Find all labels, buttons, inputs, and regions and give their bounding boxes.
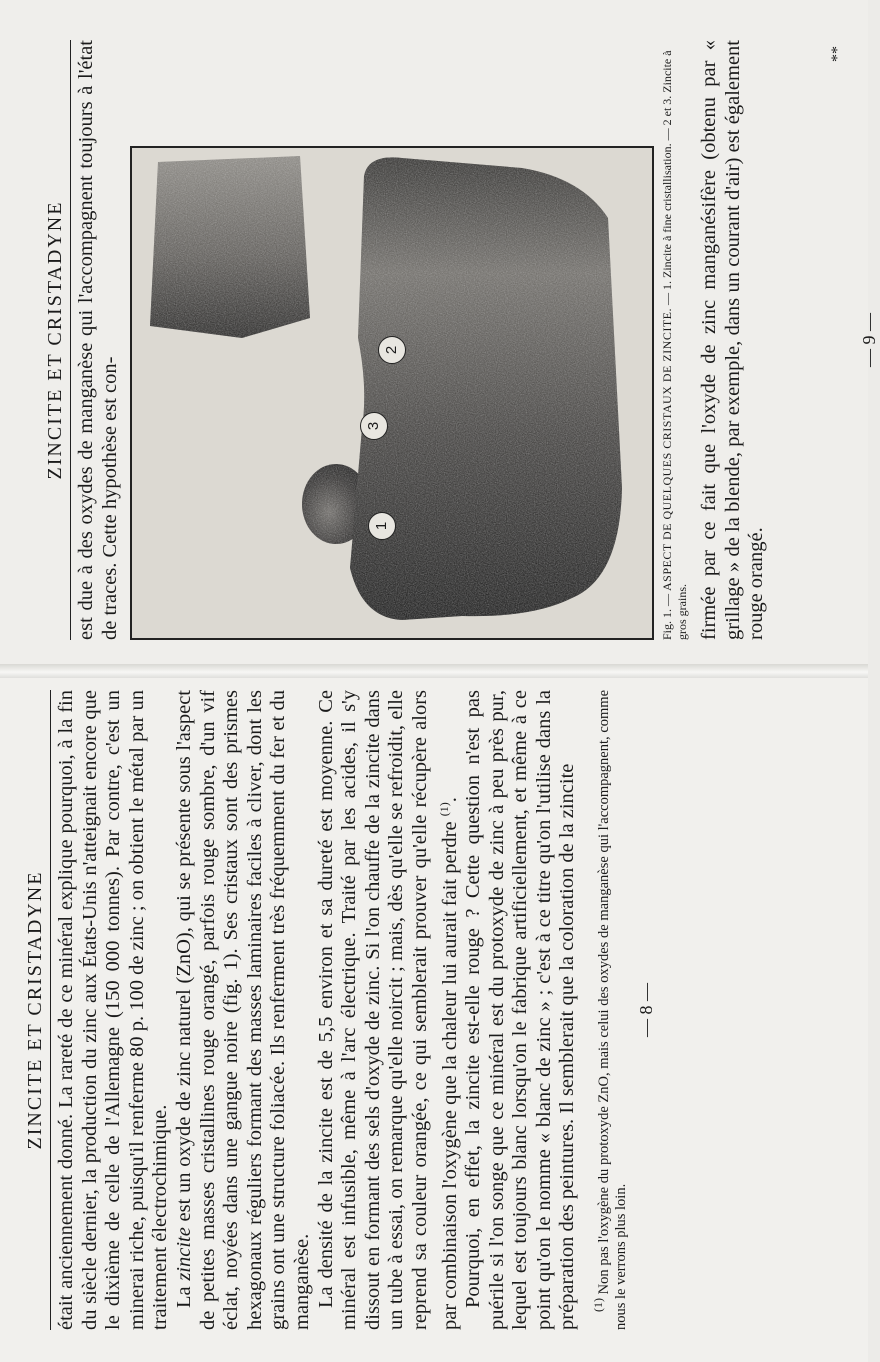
paragraph-lead: La	[172, 1286, 195, 1308]
head-rule	[50, 690, 51, 1330]
running-head: ZINCITE ET CRISTADYNE	[44, 200, 66, 480]
paragraph: était anciennement donné. La rareté de ce minéral explique pourquoi, à la fin du siècle dernier, la production du zinc aux États-Unis n'atteignait encore que le dixième de celle de l'Allemagne (150 000 tonnes). Par contre, c'est un minerai riche, puisqu'il renferme 80 p. 100 de zinc ; on obtient le métal par un traitement électrochimique.	[55, 690, 172, 1330]
footnote-reference: (1)	[436, 802, 451, 817]
figure-zincite-crystals	[130, 146, 654, 640]
page-8	[20, 690, 850, 1330]
footnote-mark: (1)	[590, 1298, 605, 1312]
page-number: — 8 —	[635, 983, 656, 1037]
paragraph: Pourquoi, en effet, la zincite est-elle rouge ? Cette question n'est pas puérile si l'on songe que ce minéral est du protoxyde de zinc à peu près pur, lequel est toujours blanc lorsqu'on le fabrique artificiellement, et même à ce point qu'on le nomme « blanc de zinc » ; c'est à ce titre qu'on l'utilise dans la préparation des peintures. Il semblerait que la coloration de la zincite	[461, 690, 579, 1330]
paragraph: firmée par ce fait que l'oxyde de zinc manganésifère (obtenu par « grillage » de la blende, par exemple, dans un courant d'air) est également rouge orangé.	[698, 40, 768, 640]
caption-title: ASPECT DE QUELQUES CRISTAUX DE ZINCITE.	[660, 308, 675, 591]
caption-rest: — 1. Zincite à fine cristallisation. — 2 et 3. Zincite à gros grains.	[660, 50, 690, 640]
paragraph	[173, 690, 315, 1330]
head-rule	[70, 40, 71, 640]
figure-label-1: 1	[368, 512, 396, 540]
caption-prefix: Fig. 1. —	[660, 593, 675, 640]
page-number: — 9 —	[858, 313, 879, 367]
paragraph: est due à des oxydes de manganèse qui l'accompagnent toujours à l'état de traces. Cette hypothèse est con-	[75, 40, 121, 640]
footnote	[590, 690, 630, 1330]
term-zincite: zincite	[172, 1227, 195, 1281]
figure-caption	[660, 40, 690, 640]
paragraph-body: La densité de la zincite est de 5,5 environ et sa dureté est moyenne. Ce minéral est infusible, même à l'arc électrique. Traité par les acides, il s'y dissout en formant des sels d'oxyde de zinc. Si l'on chauffe de la zincite dans un tube à essai, on remarque qu'elle noircit ; mais, dès qu'elle se refroidit, elle reprend sa couleur orangée, ce qui semblerait prouver qu'elle récupère alors par combinaison l'oxygène que la chaleur lui aurait fait perdre	[314, 690, 461, 1330]
footnote-text: Non pas l'oxygène du protoxyde ZnO, mais celui des oxydes de manganèse qui l'accompagnent, comme nous le verrons plus loin.	[595, 689, 629, 1330]
figure-label-2: 2	[378, 336, 406, 364]
paragraph-end: .	[438, 797, 461, 803]
mineral-photo	[132, 148, 652, 638]
paragraph-body: est un oxyde de zinc naturel (ZnO), qui se présente sous l'aspect de petites masses cristallines rouge orangé, parfois rouge sombre, d'un vif éclat, noyées dans une gangue noire (fig. 1). Ses cristaux sont des prismes hexagonaux réguliers formant des masses laminaires faciles à cliver, dont les grains ont une structure foliacée. Ils renferment très fréquemment du fer et du manganèse.	[172, 690, 313, 1330]
page-9	[40, 40, 879, 640]
figure-label-3: 3	[360, 412, 388, 440]
paragraph	[315, 690, 462, 1330]
signature-mark: **	[829, 46, 846, 62]
running-head: ZINCITE ET CRISTADYNE	[24, 870, 46, 1150]
